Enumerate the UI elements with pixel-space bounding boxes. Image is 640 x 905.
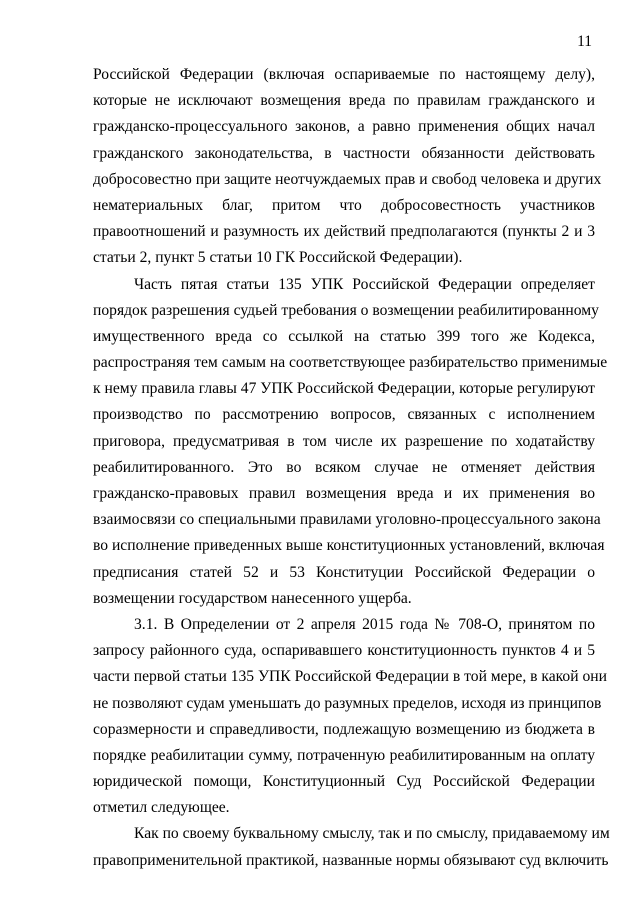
paragraph [93,821,610,873]
text-line: взаимосвязи со специальными правилами уголовно-процессуального закона [93,511,601,529]
text-line: порядке реабилитации сумму, потраченную реабилитированным на оплату [93,746,595,764]
text-line: порядок разрешения судьей требования о возмещении реабилитированному [93,301,599,319]
text-line: соразмерности и справедливости, подлежащую возмещению из бюджета в [93,720,595,738]
text-line: во исполнение приведенных выше конституционных установлений, включая [93,537,605,555]
text-line: нематериальных благ, притом что добросовестность участников [93,196,595,214]
text-line: не позволяют судам уменьшать до разумных пределов, исходя из принципов [93,694,602,712]
text-line: юридической помощи, Конституционный Суд Российской Федерации [93,773,595,791]
text-line: Часть пятая статьи 135 УПК Российской Федерации определяет [134,275,595,293]
text-line: гражданско-процессуального законов, а равно применения общих начал [93,118,595,136]
text-line: к нему правила главы 47 УПК Российской Федерации, которые регулируют [93,380,595,398]
document-body [93,62,610,874]
paragraph [93,612,607,822]
page-number: 11 [577,33,592,50]
text-line: 3.1. В Определении от 2 апреля 2015 года № 708-О, принятом по [134,615,595,633]
text-line: отметил следующее. [93,799,230,817]
text-line: правоприменительной практикой, названные нормы обязывают суд включить [93,851,609,869]
text-line: распространяя тем самым на соответствующее разбирательство применимые [93,354,608,372]
text-line: добросовестно при защите неотчуждаемых прав и свобод человека и других [93,170,602,188]
text-line: Как по своему буквальному смыслу, так и по смыслу, придаваемому им [134,825,610,843]
text-line: Российской Федерации (включая оспариваемые по настоящему делу), [93,66,595,83]
text-line: возмещении государством нанесенного ущерба. [93,589,412,607]
text-line: статьи 2, пункт 5 статьи 10 ГК Российской Федерации). [93,249,463,267]
text-line: имущественного вреда со ссылкой на статью 399 того же Кодекса, [93,327,595,345]
text-line: запросу районного суда, оспаривавшего конституционность пунктов 4 и 5 [93,642,595,660]
paragraph [93,62,602,272]
text-line: гражданско-правовых правил возмещения вреда и их применения во [93,485,595,502]
paragraph [93,272,608,612]
text-line: приговора, предусматривая в том числе их разрешение по ходатайству [93,432,595,450]
text-line: которые не исключают возмещения вреда по правилам гражданского и [93,92,595,110]
text-line: реабилитированного. Это во всяком случае не отменяет действия [93,458,595,476]
text-line: предписания статей 52 и 53 Конституции Российской Федерации о [93,563,595,581]
text-line: производство по рассмотрению вопросов, связанных с исполнением [93,406,595,424]
text-line: гражданского законодательства, в частности обязанности действовать [93,144,595,162]
text-line: части первой статьи 135 УПК Российской Федерации в той мере, в какой они [93,668,607,686]
text-line: правоотношений и разумность их действий предполагаются (пункты 2 и 3 [93,223,595,241]
